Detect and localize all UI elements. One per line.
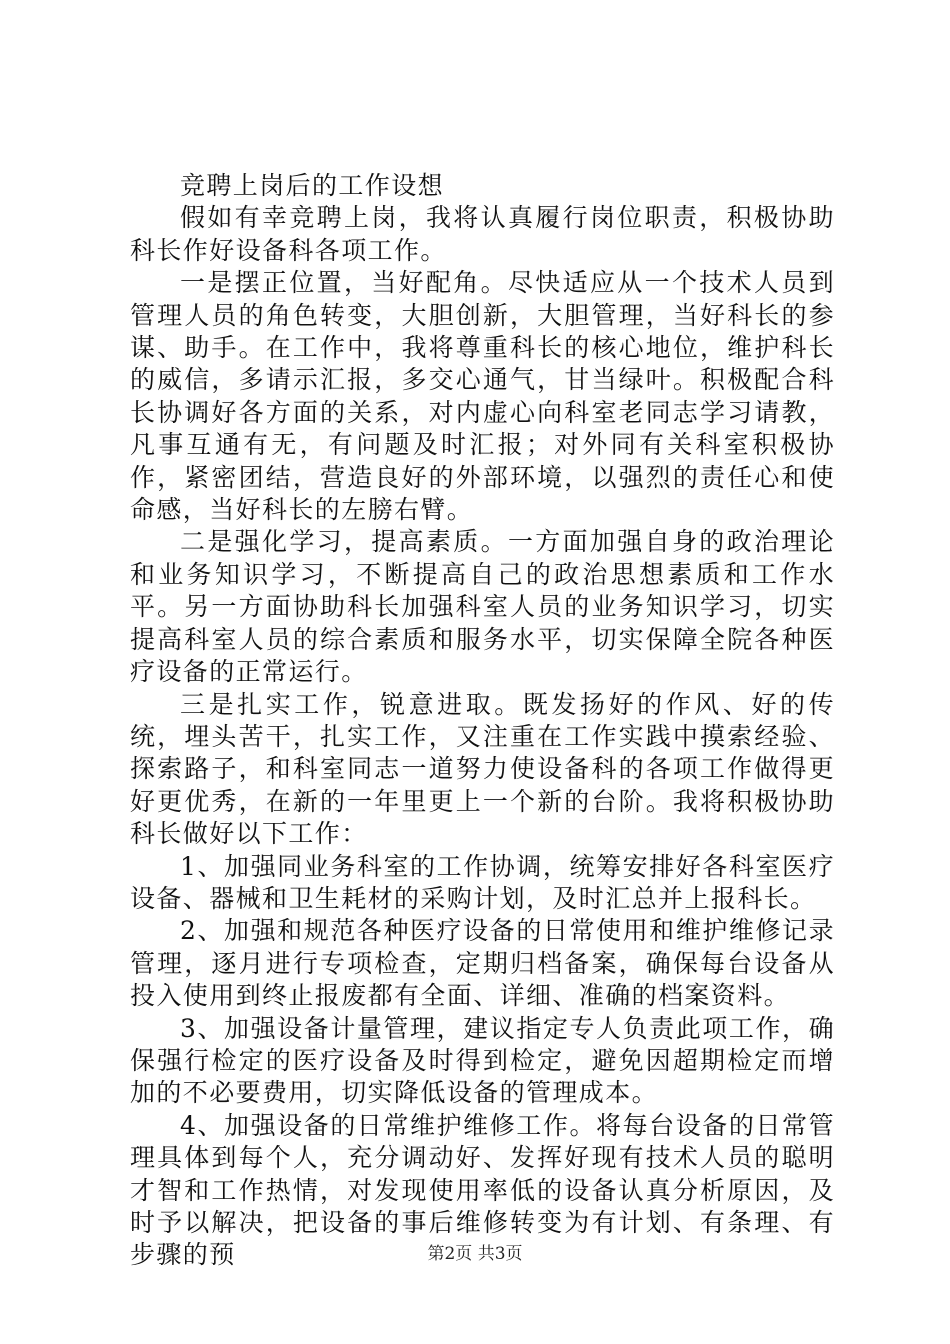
paragraph-point-3: 三是扎实工作，锐意进取。既发扬好的作风、好的传统，埋头苦干，扎实工作，又注重在工作实践中摸索经验、探索路子，和科室同志一道努力使设备科的各项工作做得更好更优秀，在新的一年里更上一个新的台阶。我将积极协助科长做好以下工作： <box>130 689 835 849</box>
document-title: 竞聘上岗后的工作设想 <box>180 171 445 200</box>
paragraph-point-2: 二是强化学习，提高素质。一方面加强自身的政治理论和业务知识学习，不断提高自己的政治思想素质和工作水平。另一方面协助科长加强科室人员的业务知识学习，切实提高科室人员的综合素质和服务水平，切实保障全院各种医疗设备的正常运行。 <box>130 527 835 687</box>
document-body <box>130 170 835 1272</box>
list-item-3: 3、加强设备计量管理，建议指定专人负责此项工作，确保强行检定的医疗设备及时得到检定，避免因超期检定而增加的不必要费用，切实降低设备的管理成本。 <box>130 1013 835 1108</box>
list-item-2: 2、加强和规范各种医疗设备的日常使用和维护维修记录管理，逐月进行专项检查，定期归档备案，确保每台设备从投入使用到终止报废都有全面、详细、准确的档案资料。 <box>130 916 835 1011</box>
paragraph-intro: 假如有幸竞聘上岗，我将认真履行岗位职责，积极协助科长作好设备科各项工作。 <box>130 203 835 265</box>
page-number-footer: 第2页 共3页 <box>427 1244 523 1264</box>
paragraph-point-1: 一是摆正位置，当好配角。尽快适应从一个技术人员到管理人员的角色转变，大胆创新，大胆管理，当好科长的参谋、助手。在工作中，我将尊重科长的核心地位，维护科长的威信，多请示汇报，多交心通气，甘当绿叶。积极配合科长协调好各方面的关系，对内虚心向科室老同志学习请教，凡事互通有无，有问题及时汇报；对外同有关科室积极协作，紧密团结，营造良好的外部环境，以强烈的责任心和使命感，当好科长的左膀右臂。 <box>130 268 835 525</box>
list-item-1: 1、加强同业务科室的工作协调，统筹安排好各科室医疗设备、器械和卫生耗材的采购计划，及时汇总并上报科长。 <box>130 851 835 913</box>
list-item-4: 4、加强设备的日常维护维修工作。将每台设备的日常管理具体到每个人，充分调动好、发挥好现有技术人员的聪明才智和工作热情，对发现使用率低的设备认真分析原因，及时予以解决，把设备的事后维修转变为有计划、有条理、有步骤的预 <box>130 1110 835 1270</box>
